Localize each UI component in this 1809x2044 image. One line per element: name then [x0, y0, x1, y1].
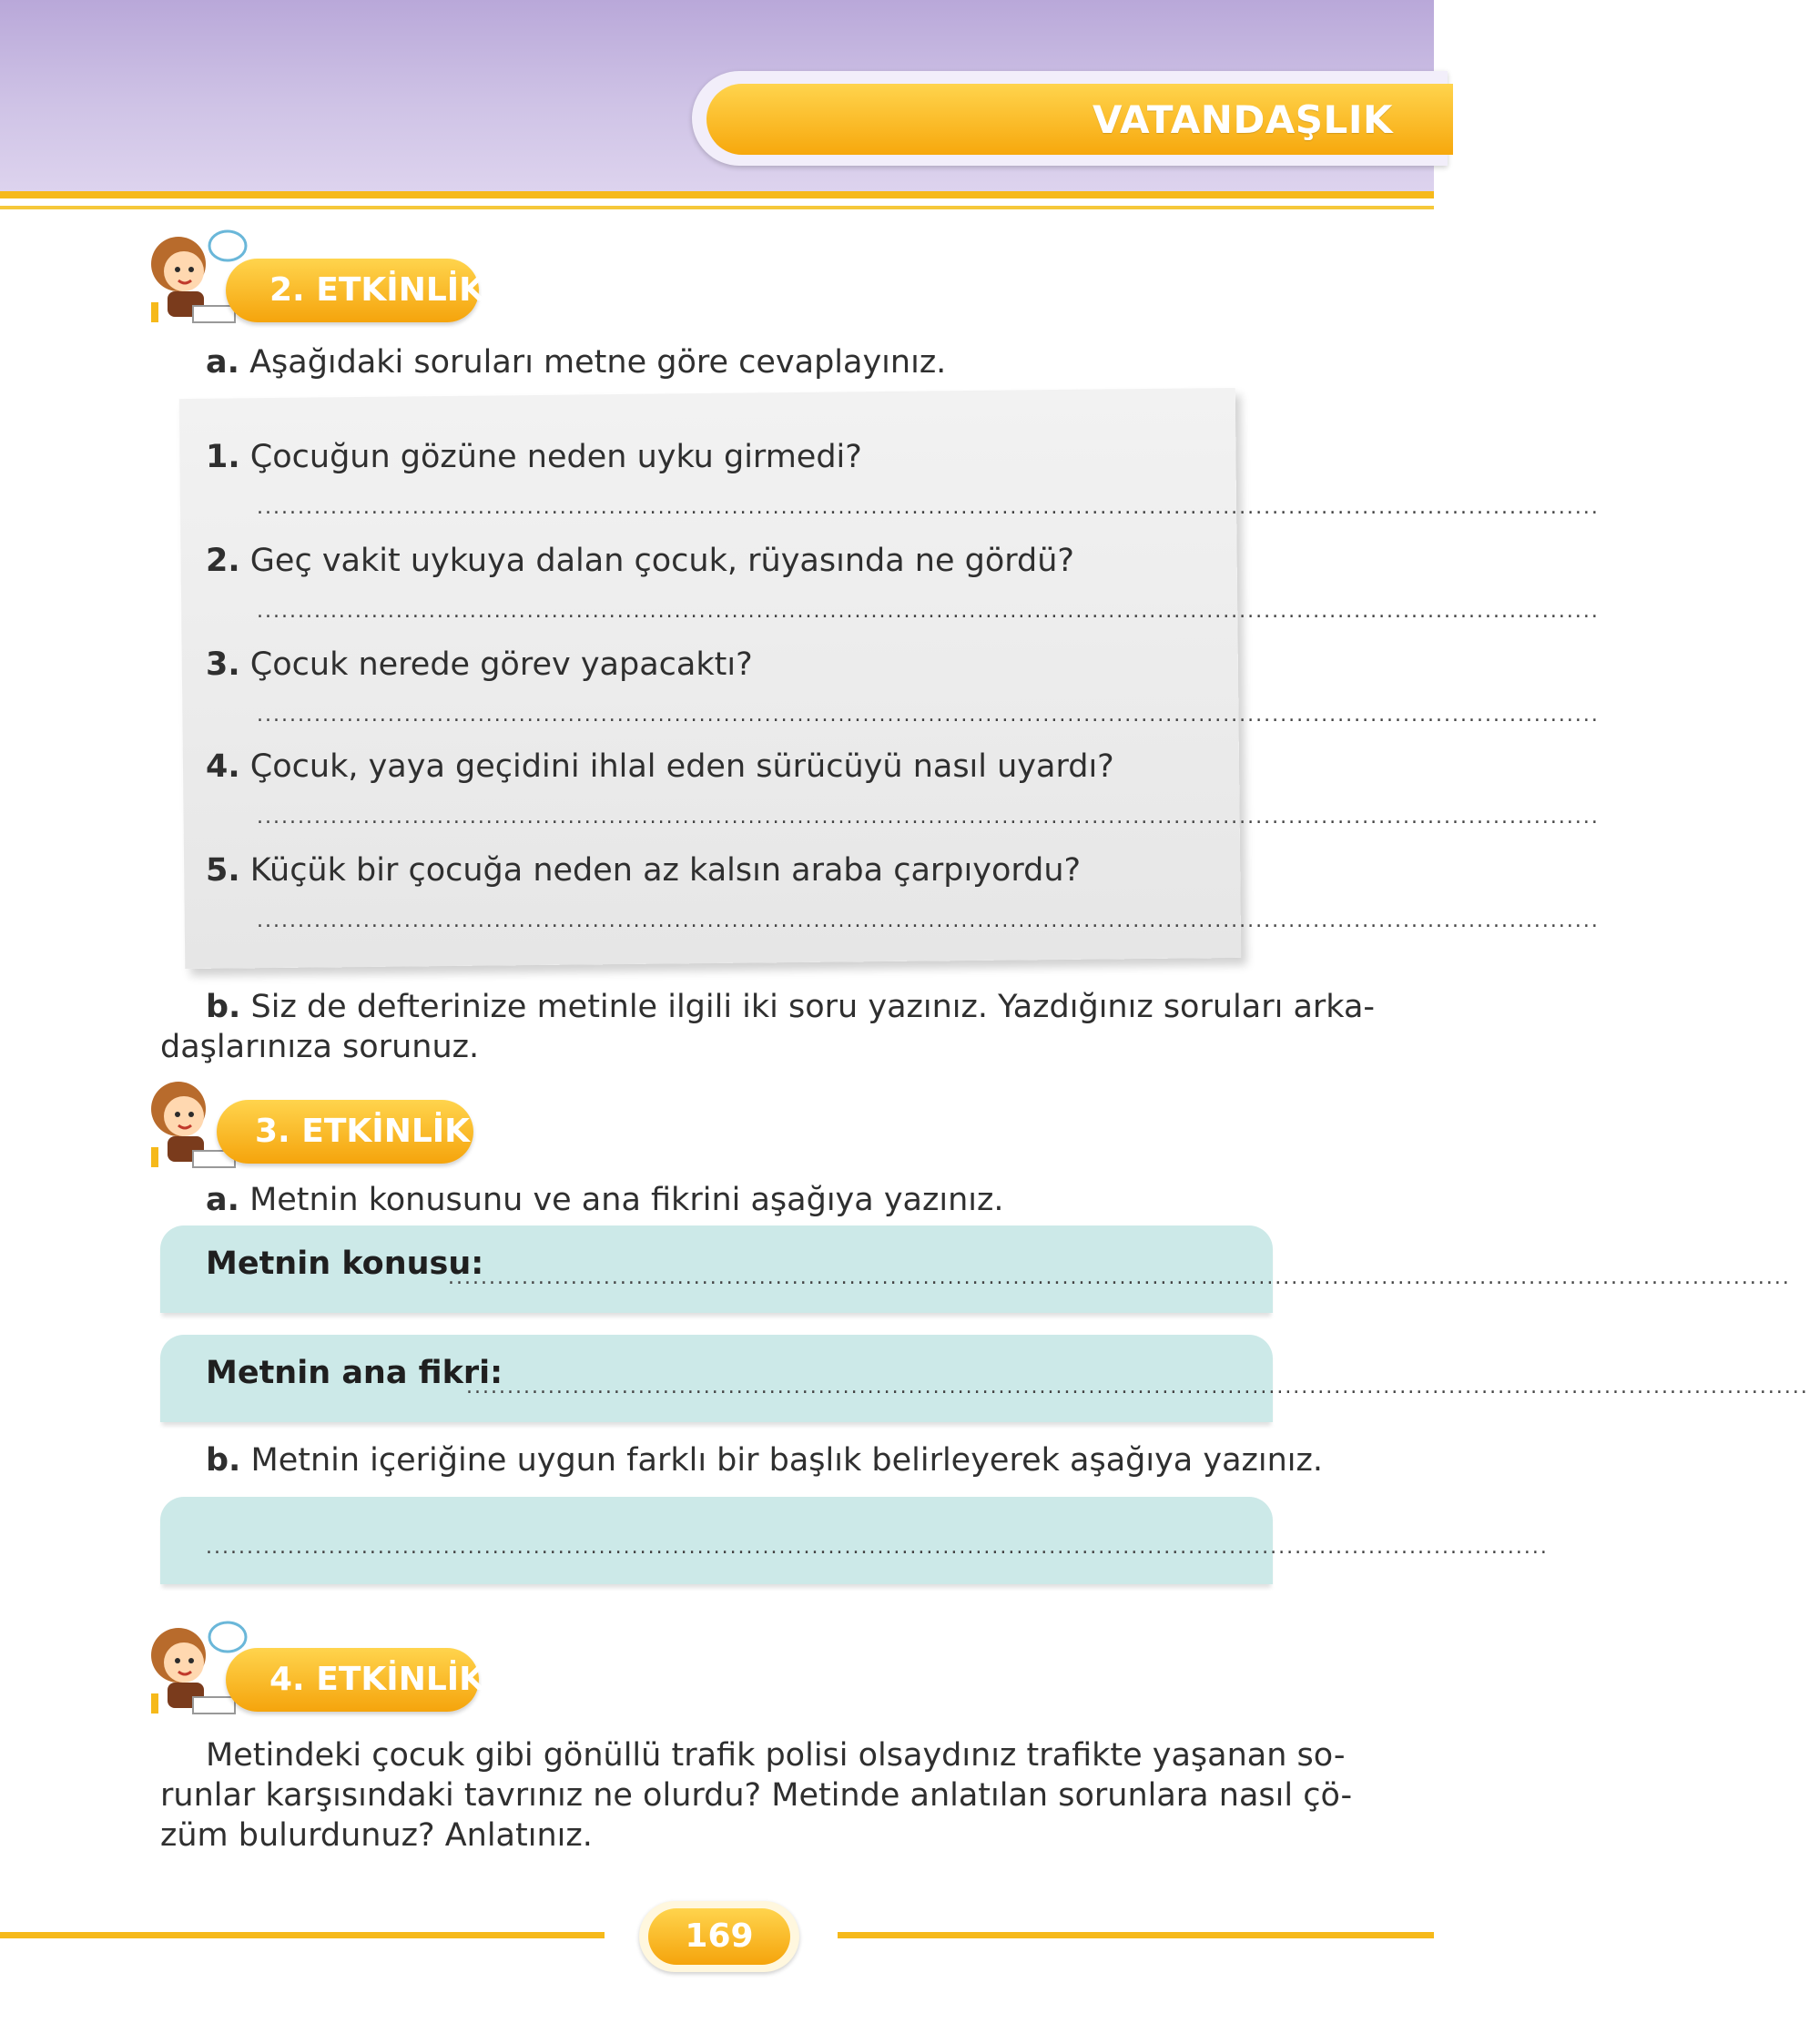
activity3-badge-label: 3. ETKİNLİK: [255, 1113, 471, 1150]
part-letter: a.: [206, 1182, 239, 1218]
part-letter: b.: [206, 989, 241, 1025]
topic-label: Metnin konusu:: [206, 1246, 484, 1282]
activity2-part-a: [206, 342, 946, 382]
question-2: 2. Geç vakit uykuya dalan çocuk, rüyasında ne gördü?: [206, 543, 1075, 579]
header-stripe-thin: [0, 206, 1434, 209]
activity3-part-b: b. Metnin içeriğine uygun farklı bir başlık belirleyerek aşağıya yazınız.: [206, 1442, 1324, 1479]
main-idea-answer-line[interactable]: ....................................................................................................................................................................: [466, 1376, 1809, 1398]
section-title: VATANDAŞLIK: [1093, 97, 1393, 142]
header-stripe: [0, 191, 1434, 198]
activity4-line2: runlar karşısındaki tavrınız ne olurdu? Metinde anlatılan sorunlara nasıl çö-: [160, 1777, 1353, 1814]
footer-line-left: [0, 1932, 605, 1938]
activity4-badge-label: 4. ETKİNLİK: [269, 1661, 485, 1698]
question-1: 1. Çocuğun gözüne neden uyku girmedi?: [206, 439, 862, 475]
title-answer-line[interactable]: ....................................................................................................................................................................: [206, 1536, 1549, 1559]
instruction-text: Aşağıdaki soruları metne göre cevaplayınız.: [249, 344, 947, 381]
topic-answer-line[interactable]: ....................................................................................................................................................................: [448, 1266, 1791, 1289]
main-idea-label: Metnin ana fikri:: [206, 1355, 503, 1391]
footer-line-right: [838, 1932, 1434, 1938]
part-letter: b.: [206, 1442, 241, 1479]
question-3: 3. Çocuk nerede görev yapacaktı?: [206, 646, 753, 683]
question-5: 5. Küçük bir çocuğa neden az kalsın araba çarpıyordu?: [206, 852, 1082, 889]
answer-line-3[interactable]: ....................................................................................................................................................................: [257, 704, 1600, 727]
activity2-part-b-line2: daşlarınıza sorunuz.: [160, 1029, 480, 1065]
page-number: 169: [685, 1917, 754, 1955]
answer-line-1[interactable]: ....................................................................................................................................................................: [257, 496, 1600, 519]
activity3-part-a: a. Metnin konusunu ve ana fikrini aşağıya yazınız.: [206, 1182, 1004, 1218]
activity4-line3: züm bulurdunuz? Anlatınız.: [160, 1817, 593, 1854]
activity4-line1: Metindeki çocuk gibi gönüllü trafik polisi olsaydınız trafikte yaşanan so-: [206, 1737, 1346, 1774]
answer-line-2[interactable]: ....................................................................................................................................................................: [257, 600, 1600, 623]
answer-line-5[interactable]: ....................................................................................................................................................................: [257, 910, 1600, 932]
activity2-badge-label: 2. ETKİNLİK: [269, 271, 485, 309]
question-4: 4. Çocuk, yaya geçidini ihlal eden sürücüyü nasıl uyardı?: [206, 748, 1114, 785]
activity2-part-b-line1: b. Siz de defterinize metinle ilgili iki soru yazınız. Yazdığınız soruları arka-: [206, 989, 1376, 1025]
answer-line-4[interactable]: ....................................................................................................................................................................: [257, 806, 1600, 829]
part-letter: a.: [206, 344, 239, 381]
